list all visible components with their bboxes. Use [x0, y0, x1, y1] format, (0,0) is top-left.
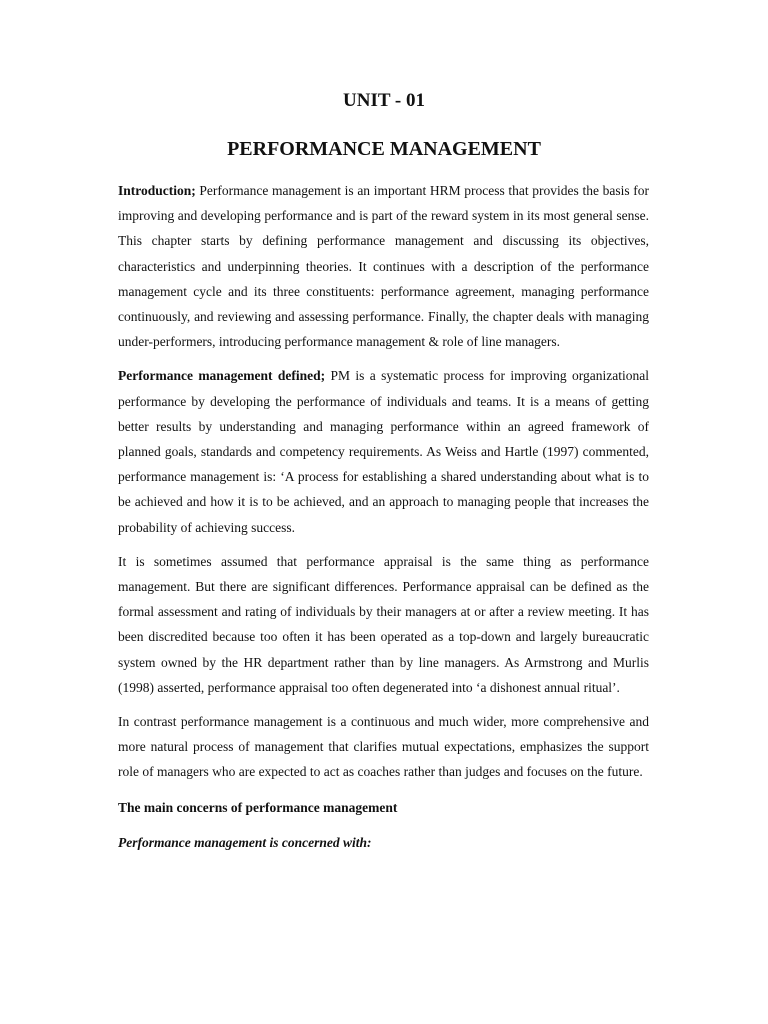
appraisal-paragraph: It is sometimes assumed that performance appraisal is the same thing as performance management. But there are significant differences. Performance appraisal can be defined as the formal assessment and rating of individuals by their managers at or after a review meeting. It has been discredited because too often it has been operated as a top-down and largely bureaucratic system owned by the HR department rather than by line managers. As Armstrong and Murlis (1998) asserted, performance appraisal too often degenerated into ‘a dishonest annual ritual’.: [118, 553, 649, 695]
unit-heading: UNIT - 01: [343, 90, 425, 111]
contrast-paragraph: In contrast performance management is a continuous and much wider, more comprehensive and more natural process of management that clarifies mutual expectations, emphasizes the support role of managers who are expected to act as coaches rather than judges and focuses on the future.: [118, 714, 649, 780]
definition-paragraph: [118, 363, 649, 539]
introduction-text: Performance management is an important HRM process that provides the basis for improving and developing performance and is part of the reward system in its most general sense. This chapter starts by defining performance management and discussing its objectives, characteristics and underpinning theories. It continues with a description of the performance management cycle and its three constituents: performance agreement, managing performance continuously, and reviewing and assessing performance. Finally, the chapter deals with managing under-performers, introducing performance management & role of line managers.: [118, 183, 649, 350]
concerns-heading: The main concerns of performance management: [118, 799, 398, 815]
introduction-lead: Introduction;: [118, 183, 196, 198]
definition-lead: Performance management defined;: [118, 368, 326, 384]
concerned-with-heading: Performance management is concerned with:: [118, 834, 372, 850]
introduction-paragraph: [118, 178, 649, 354]
document-title: PERFORMANCE MANAGEMENT: [227, 138, 541, 160]
definition-text: PM is a systematic process for improving organizational performance by developing the performance of individuals and teams. It is a means of getting better results by understanding and managing performance within an agreed framework of planned goals, standards and competency requirements. As Weiss and Hartle (1997) commented, performance management is: ‘A process for establishing a shared understanding about what is to be achieved and how it is to be achieved, and an approach to managing people that increases the probability of achieving success.: [118, 368, 649, 535]
document-body: [118, 178, 649, 855]
